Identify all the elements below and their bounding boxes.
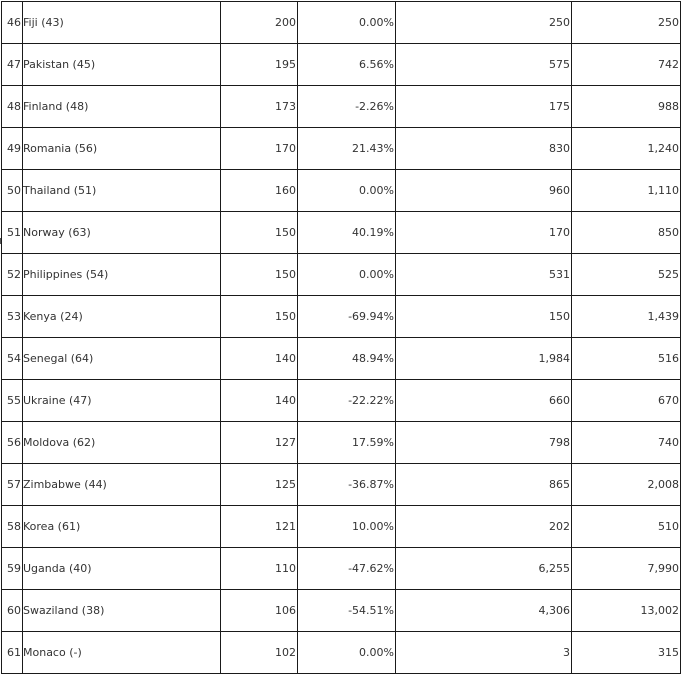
country-cell: Fiji (43): [23, 2, 221, 44]
change-cell: 0.00%: [298, 254, 396, 296]
number-cell: 516: [572, 338, 681, 380]
number-cell: 250: [396, 2, 572, 44]
number-cell: 742: [572, 44, 681, 86]
value-cell: 110: [221, 548, 298, 590]
change-cell: -22.22%: [298, 380, 396, 422]
change-cell: 0.00%: [298, 632, 396, 674]
value-cell: 102: [221, 632, 298, 674]
country-cell: Norway (63): [23, 212, 221, 254]
value-cell: 150: [221, 212, 298, 254]
table-row: [2, 86, 681, 128]
table-row: [2, 590, 681, 632]
number-cell: 315: [572, 632, 681, 674]
number-cell: 510: [572, 506, 681, 548]
number-cell: 850: [572, 212, 681, 254]
change-cell: 10.00%: [298, 506, 396, 548]
value-cell: 173: [221, 86, 298, 128]
value-cell: 150: [221, 254, 298, 296]
change-cell: 6.56%: [298, 44, 396, 86]
change-cell: 0.00%: [298, 2, 396, 44]
table-row: [2, 254, 681, 296]
rank-cell: 59: [2, 548, 23, 590]
number-cell: 830: [396, 128, 572, 170]
change-cell: 48.94%: [298, 338, 396, 380]
number-cell: 3: [396, 632, 572, 674]
number-cell: 4,306: [396, 590, 572, 632]
number-cell: 988: [572, 86, 681, 128]
rank-cell: 51: [2, 212, 23, 254]
country-cell: Philippines (54): [23, 254, 221, 296]
table-row: [2, 128, 681, 170]
change-cell: 21.43%: [298, 128, 396, 170]
country-cell: Monaco (-): [23, 632, 221, 674]
value-cell: 125: [221, 464, 298, 506]
row-marker: [0, 238, 4, 244]
number-cell: 1,439: [572, 296, 681, 338]
number-cell: 1,240: [572, 128, 681, 170]
country-cell: Thailand (51): [23, 170, 221, 212]
value-cell: 200: [221, 2, 298, 44]
number-cell: 1,110: [572, 170, 681, 212]
table-row: [2, 380, 681, 422]
rank-cell: 49: [2, 128, 23, 170]
number-cell: 7,990: [572, 548, 681, 590]
table-row: [2, 296, 681, 338]
country-cell: Uganda (40): [23, 548, 221, 590]
number-cell: 531: [396, 254, 572, 296]
table-row: [2, 506, 681, 548]
value-cell: 170: [221, 128, 298, 170]
change-cell: -2.26%: [298, 86, 396, 128]
number-cell: 1,984: [396, 338, 572, 380]
country-cell: Kenya (24): [23, 296, 221, 338]
number-cell: 525: [572, 254, 681, 296]
table-row: [2, 44, 681, 86]
rank-cell: 46: [2, 2, 23, 44]
country-cell: Korea (61): [23, 506, 221, 548]
rank-cell: 48: [2, 86, 23, 128]
table-row: [2, 632, 681, 674]
country-cell: Zimbabwe (44): [23, 464, 221, 506]
change-cell: 0.00%: [298, 170, 396, 212]
country-cell: Ukraine (47): [23, 380, 221, 422]
value-cell: 106: [221, 590, 298, 632]
number-cell: 13,002: [572, 590, 681, 632]
number-cell: 575: [396, 44, 572, 86]
rank-cell: 58: [2, 506, 23, 548]
table-row: [2, 338, 681, 380]
number-cell: 670: [572, 380, 681, 422]
country-ranking-table: [1, 1, 681, 674]
value-cell: 195: [221, 44, 298, 86]
number-cell: 660: [396, 380, 572, 422]
value-cell: 127: [221, 422, 298, 464]
value-cell: 150: [221, 296, 298, 338]
country-cell: Finland (48): [23, 86, 221, 128]
number-cell: 202: [396, 506, 572, 548]
rank-cell: 61: [2, 632, 23, 674]
value-cell: 140: [221, 338, 298, 380]
change-cell: -47.62%: [298, 548, 396, 590]
number-cell: 170: [396, 212, 572, 254]
change-cell: 40.19%: [298, 212, 396, 254]
table-row: [2, 2, 681, 44]
country-cell: Swaziland (38): [23, 590, 221, 632]
rank-cell: 60: [2, 590, 23, 632]
number-cell: 2,008: [572, 464, 681, 506]
rank-cell: 55: [2, 380, 23, 422]
country-cell: Pakistan (45): [23, 44, 221, 86]
change-cell: -54.51%: [298, 590, 396, 632]
table-row: [2, 548, 681, 590]
value-cell: 160: [221, 170, 298, 212]
rank-cell: 56: [2, 422, 23, 464]
change-cell: -36.87%: [298, 464, 396, 506]
number-cell: 175: [396, 86, 572, 128]
number-cell: 150: [396, 296, 572, 338]
number-cell: 250: [572, 2, 681, 44]
table-row: [2, 422, 681, 464]
table-body: [2, 2, 681, 674]
value-cell: 121: [221, 506, 298, 548]
rank-cell: 53: [2, 296, 23, 338]
rank-cell: 47: [2, 44, 23, 86]
table-row: [2, 464, 681, 506]
rank-cell: 54: [2, 338, 23, 380]
number-cell: 6,255: [396, 548, 572, 590]
change-cell: -69.94%: [298, 296, 396, 338]
number-cell: 865: [396, 464, 572, 506]
table-row: [2, 212, 681, 254]
country-cell: Senegal (64): [23, 338, 221, 380]
rank-cell: 50: [2, 170, 23, 212]
table-row: [2, 170, 681, 212]
country-cell: Moldova (62): [23, 422, 221, 464]
number-cell: 960: [396, 170, 572, 212]
value-cell: 140: [221, 380, 298, 422]
country-cell: Romania (56): [23, 128, 221, 170]
number-cell: 798: [396, 422, 572, 464]
number-cell: 740: [572, 422, 681, 464]
rank-cell: 52: [2, 254, 23, 296]
change-cell: 17.59%: [298, 422, 396, 464]
rank-cell: 57: [2, 464, 23, 506]
